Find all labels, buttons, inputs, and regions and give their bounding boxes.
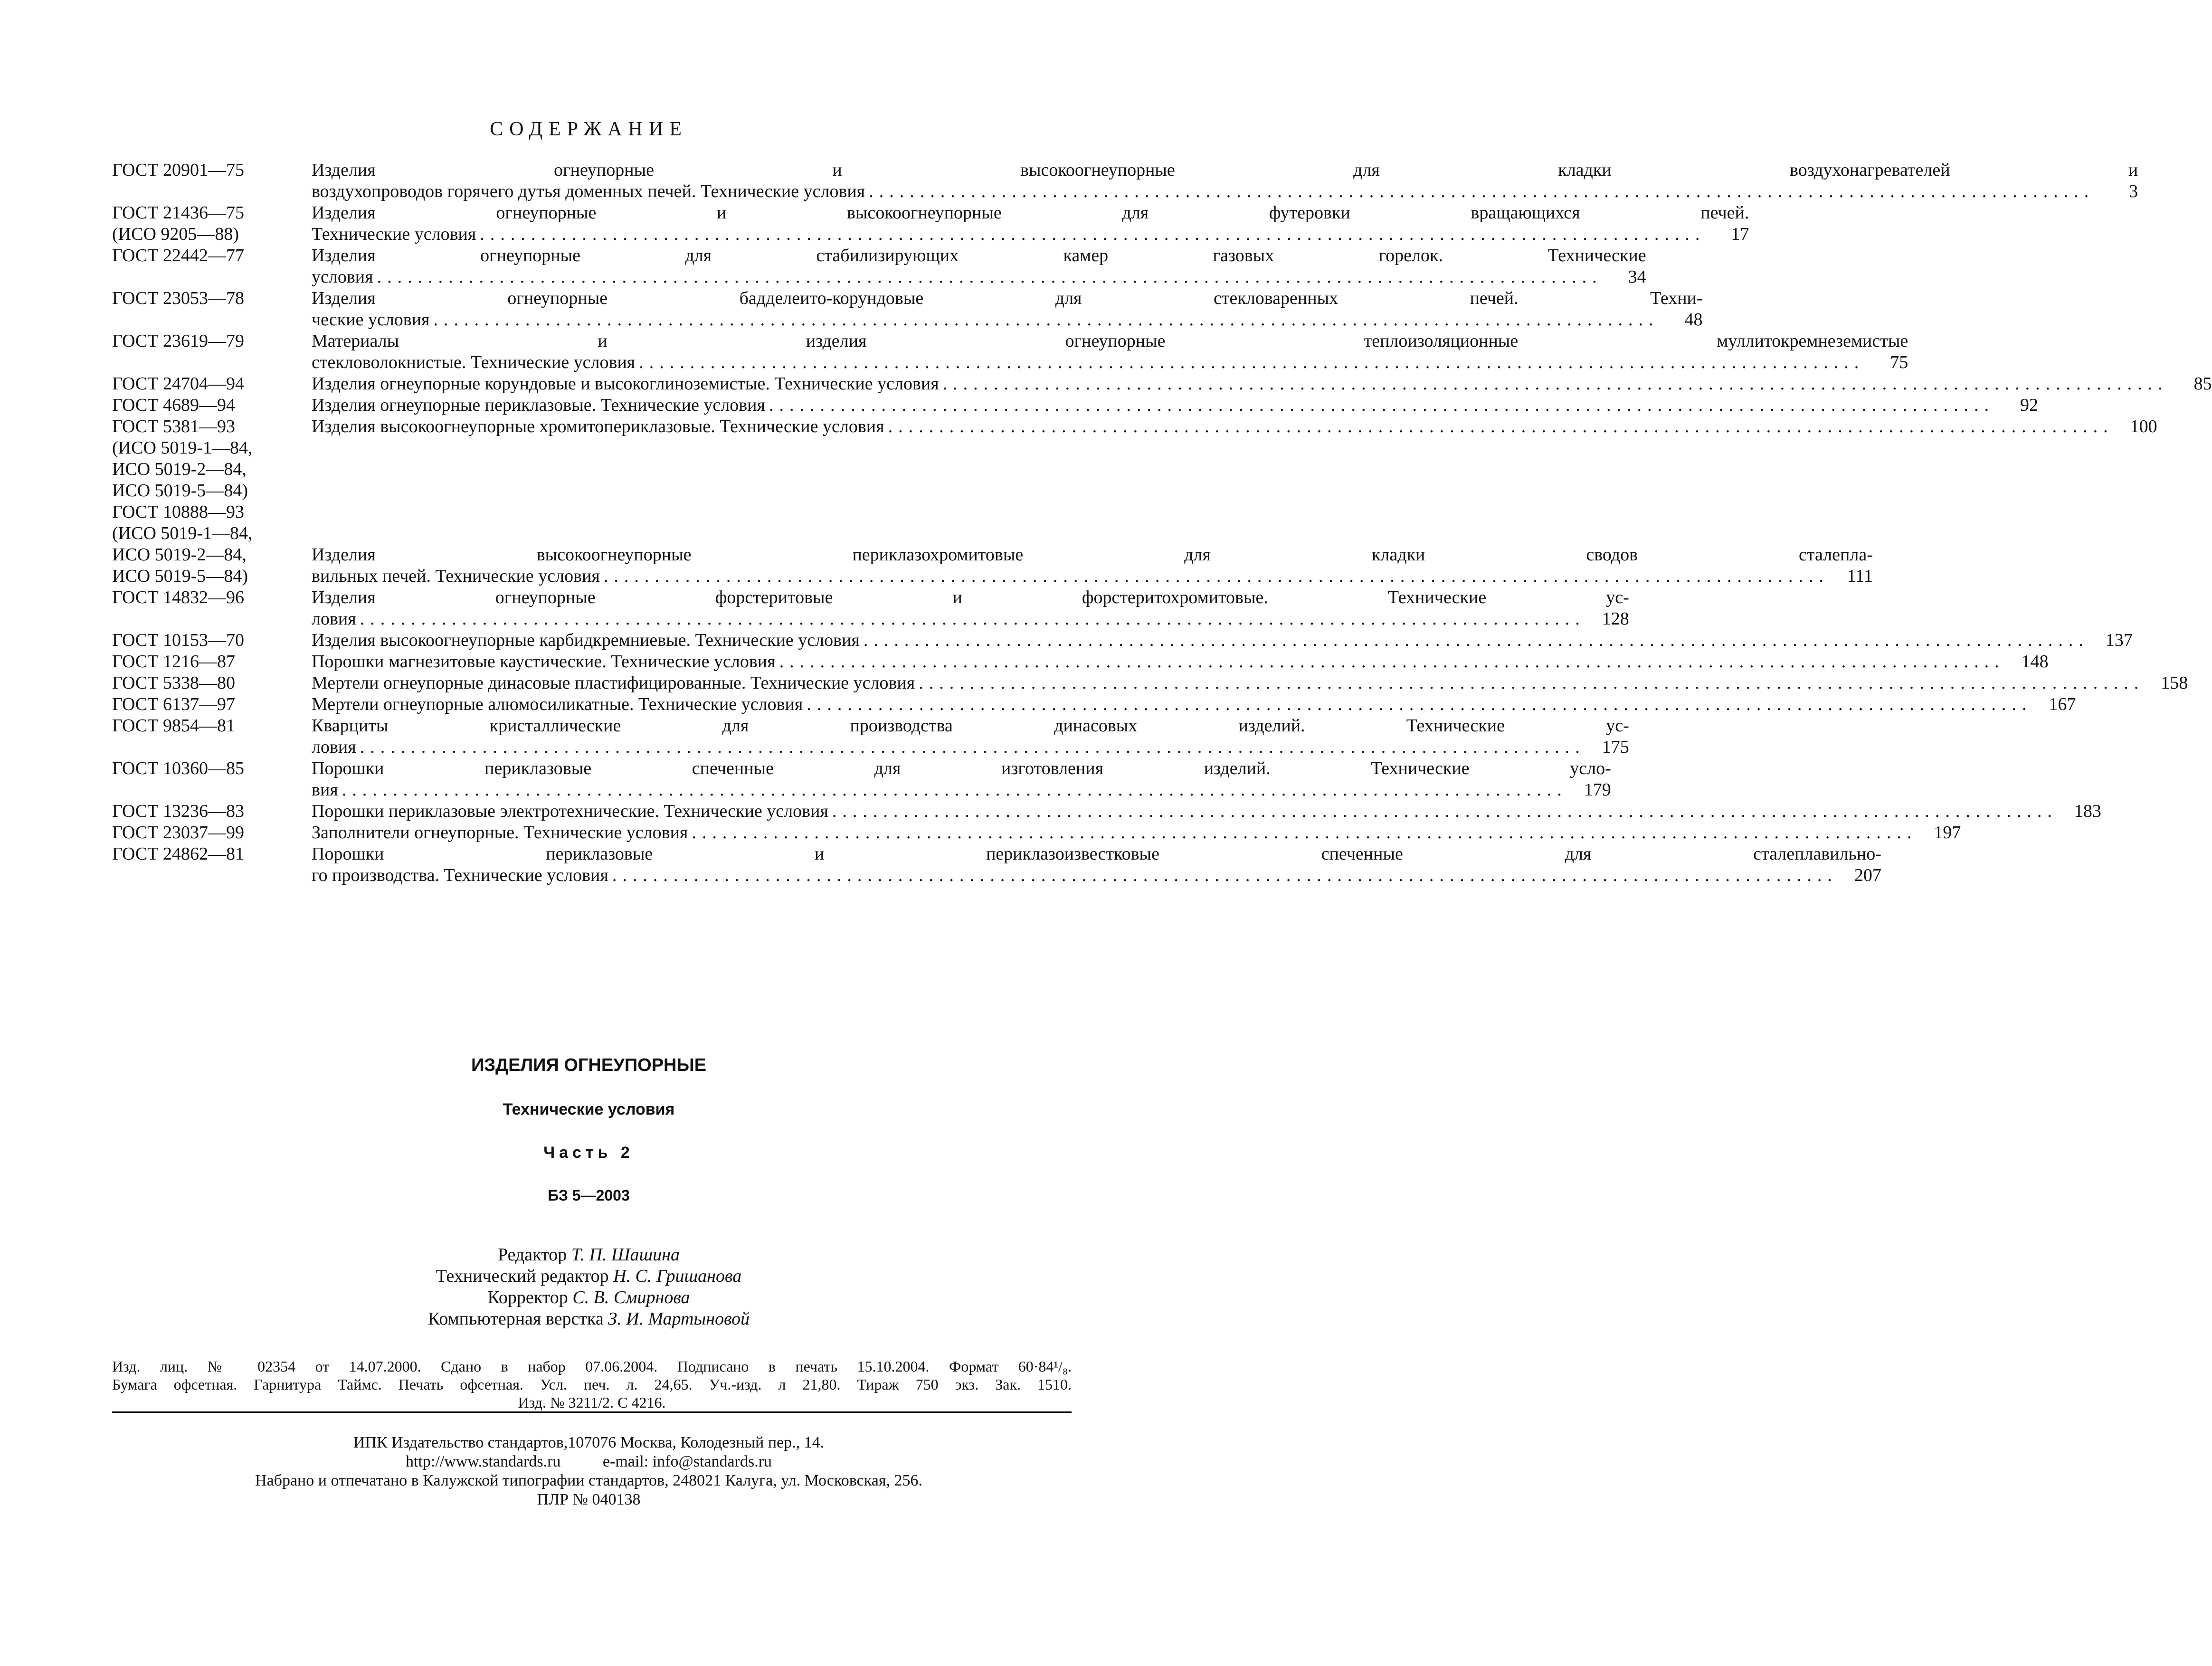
toc-standard-code [112, 715, 312, 737]
toc-code-line: ИСО 5019-5—84) [112, 481, 248, 501]
toc-title-line: Изделия огнеупорные и высокоогнеупорные для кладки воздухонагревателей и [312, 160, 2138, 180]
toc-entry[interactable] [112, 630, 2133, 651]
toc-standard-code [112, 160, 312, 181]
toc-page-number: 197 [1934, 823, 1961, 842]
toc-standard-code [112, 822, 312, 843]
toc-page-number: 128 [1602, 609, 1629, 629]
toc-page-number: 207 [1854, 865, 1881, 885]
toc-title-last-line: Изделия огнеупорные периклазовые. Технические условия [312, 395, 765, 415]
email-link[interactable]: e-mail: info@standards.ru [602, 1453, 772, 1470]
toc-title-last-line: Изделия огнеупорные корундовые и высокоглиноземистые. Технические условия [312, 374, 939, 394]
toc-code-line: ГОСТ 9854—81 [112, 716, 235, 736]
toc-page-number: 111 [1847, 566, 1873, 586]
toc-code-line: (ИСО 9205—88) [112, 224, 239, 244]
dot-leader: ........................................................................................................................ [342, 780, 1567, 800]
toc-code-line: (ИСО 5019-1—84, [112, 523, 253, 543]
pubinfo-line-1: Изд. лиц. № 02354 от 14.07.2000. Сдано в набор 07.06.2004. Подписано в печать 15.10.2004. Формат 60·84¹/₈. [112, 1358, 1072, 1375]
toc-entry-title [312, 502, 1873, 587]
dot-leader: ........................................................................................................................ [692, 823, 1918, 842]
toc-entry-title [312, 630, 2133, 651]
toc-page-number: 48 [1684, 310, 1703, 330]
toc-title-last-line: стекловолокнистые. Технические условия [312, 352, 636, 372]
toc-title-last-line: го производства. Технические условия [312, 865, 608, 885]
dot-leader: ........................................................................................................................ [360, 609, 1585, 629]
toc-code-line: ГОСТ 20901—75 [112, 160, 244, 180]
toc-page-number: 17 [1731, 224, 1749, 244]
toc-entry-title [312, 245, 1646, 288]
toc-title-last-line: вия [312, 780, 338, 800]
toc-standard-code [112, 202, 312, 245]
credit-name: Т. П. Шашина [571, 1245, 680, 1265]
toc-entry-title [312, 331, 1908, 373]
plr-number: ПЛР № 040138 [537, 1491, 641, 1508]
dot-leader: ........................................................................................................................ [942, 374, 2168, 394]
toc-code-line: ИСО 5019-2—84, [112, 545, 247, 565]
toc-entry-title [312, 758, 1611, 801]
toc-page-number: 179 [1584, 780, 1611, 800]
toc-code-line: ГОСТ 14832—96 [112, 587, 244, 607]
toc-entry[interactable] [112, 416, 2157, 502]
toc-page-number: 85 [2193, 374, 2212, 394]
toc-entry[interactable] [112, 822, 1961, 843]
publication-info [112, 1357, 1072, 1411]
toc-entry[interactable] [112, 651, 2049, 672]
toc-standard-code [112, 630, 312, 651]
imprint-block [0, 1055, 1177, 1204]
dot-leader: ........................................................................................................................ [863, 630, 2089, 650]
credit-name: С. В. Смирнова [572, 1287, 690, 1307]
credit-line [0, 1287, 1177, 1308]
toc-standard-code [112, 395, 312, 416]
toc-title-line: Материалы и изделия огнеупорные теплоизоляционные муллитокремнеземистые [312, 331, 1908, 351]
toc-code-line: ГОСТ 21436—75 [112, 203, 244, 223]
toc-code-line: ГОСТ 22442—77 [112, 246, 244, 265]
toc-code-line: ГОСТ 10360—85 [112, 758, 244, 778]
toc-page-number: 148 [2021, 652, 2049, 672]
toc-entry-title [312, 843, 1881, 886]
toc-code-line: ИСО 5019-2—84, [112, 459, 247, 479]
toc-page-number: 183 [2074, 801, 2101, 821]
toc-standard-code [112, 843, 312, 865]
toc-entry[interactable] [112, 160, 2138, 202]
toc-entry[interactable] [112, 694, 2076, 715]
toc-standard-code [112, 801, 312, 822]
toc-standard-code [112, 758, 312, 779]
toc-entry-title [312, 288, 1703, 331]
toc-page-number: 175 [1602, 737, 1629, 757]
toc-standard-code [112, 694, 312, 715]
toc-title-line: Изделия высокоогнеупорные периклазохромитовые для кладки сводов сталепла- [312, 545, 1873, 565]
toc-entry[interactable] [112, 202, 1749, 245]
toc-entry[interactable] [112, 288, 1703, 331]
toc-code-line: ГОСТ 23619—79 [112, 331, 244, 351]
credit-name: Н. С. Гришанова [613, 1266, 742, 1286]
website-link[interactable]: http://www.standards.ru [405, 1453, 561, 1470]
pubinfo-line-2: Бумага офсетная. Гарнитура Таймс. Печать офсетная. Усл. печ. л. 24,65. Уч.-изд. л 21,80. Тираж 750 экз. Зак. 1510. [112, 1376, 1072, 1393]
dot-leader: ........................................................................................................................ [480, 224, 1706, 244]
dot-leader: ........................................................................................................................ [769, 395, 1994, 415]
toc-entry-title [312, 672, 2188, 694]
credit-line [0, 1244, 1177, 1266]
credits [0, 1244, 1177, 1330]
toc-code-line: ГОСТ 23053—78 [112, 288, 244, 308]
toc-entry-title [312, 801, 2101, 822]
credit-role: Компьютерная верстка [427, 1309, 604, 1329]
dot-leader: ........................................................................................................................ [377, 267, 1603, 287]
toc-code-line: (ИСО 5019-1—84, [112, 438, 253, 458]
toc-page-number: 3 [2129, 181, 2138, 201]
toc-title-last-line: Технические условия [312, 224, 476, 244]
toc-page-number: 167 [2049, 694, 2076, 714]
toc-title-last-line: ловия [312, 737, 356, 757]
credit-name: З. И. Мартыновой [608, 1309, 750, 1329]
toc-entry-title [312, 587, 1629, 630]
credit-role: Корректор [487, 1287, 568, 1307]
toc-standard-code [112, 672, 312, 694]
toc-entry[interactable] [112, 395, 2038, 416]
toc-code-line: ГОСТ 5381—93 [112, 416, 235, 436]
web-contacts [0, 1452, 1177, 1471]
toc-code-line: ГОСТ 24862—81 [112, 844, 244, 864]
book-title: ИЗДЕЛИЯ ОГНЕУПОРНЫЕ [471, 1055, 707, 1075]
toc-entry-title [312, 202, 1749, 245]
toc-standard-code [112, 502, 312, 587]
toc-title-last-line: ческие условия [312, 310, 430, 330]
toc-standard-code [112, 245, 312, 266]
dot-leader: ........................................................................................................................ [869, 181, 2095, 201]
toc-page-number: 100 [2130, 416, 2157, 436]
toc-title-last-line: Мертели огнеупорные алюмосиликатные. Технические условия [312, 694, 803, 714]
toc-title-line: Изделия огнеупорные и высокоогнеупорные для футеровки вращающихся печей. [312, 203, 1749, 223]
toc-entry-title [312, 395, 2038, 416]
dot-leader: ........................................................................................................................ [360, 737, 1585, 757]
toc-title-line: Изделия огнеупорные для стабилизирующих камер газовых горелок. Технические [312, 246, 1646, 265]
toc-title-line: Изделия огнеупорные бадделеито-корундовые для стекловаренных печей. Техни- [312, 288, 1703, 308]
dot-leader: ........................................................................................................................ [888, 416, 2114, 436]
toc-code-line: ГОСТ 4689—94 [112, 395, 235, 415]
toc-standard-code [112, 651, 312, 672]
credit-role: Редактор [497, 1245, 567, 1265]
toc-entry[interactable] [112, 502, 1873, 587]
toc-code-line: ГОСТ 6137—97 [112, 694, 235, 714]
book-subtitle: Технические условия [503, 1100, 675, 1118]
toc-title-last-line: Порошки периклазовые электротехнические. Технические условия [312, 801, 828, 821]
toc-entry[interactable] [112, 801, 2101, 822]
credit-line [0, 1308, 1177, 1330]
toc-entry[interactable] [112, 373, 2212, 395]
toc-entry-title [312, 822, 1961, 843]
toc-title-last-line: условия [312, 267, 373, 287]
toc-title-last-line: Заполнители огнеупорные. Технические условия [312, 823, 688, 842]
toc-entry[interactable] [112, 331, 1908, 373]
toc-heading: СОДЕРЖАНИЕ [490, 118, 688, 140]
toc-title-last-line: Изделия высокоогнеупорные хромитопериклазовые. Технические условия [312, 416, 884, 436]
toc-entry[interactable] [112, 715, 1629, 758]
toc-entry[interactable] [112, 672, 2188, 694]
toc-entry-title [312, 160, 2138, 202]
toc-standard-code [112, 373, 312, 395]
toc-entry-title [312, 651, 2049, 672]
footer [0, 1433, 1177, 1509]
dot-leader: ........................................................................................................................ [919, 673, 2145, 693]
toc-page-number: 137 [2105, 630, 2133, 650]
toc-standard-code [112, 331, 312, 352]
toc-entry[interactable] [112, 245, 1646, 288]
pubinfo-line-3: Изд. № 3211/2. С 4216. [518, 1394, 666, 1411]
dot-leader: ........................................................................................................................ [832, 801, 2058, 821]
dot-leader: ........................................................................................................................ [612, 865, 1838, 885]
dot-leader: ........................................................................................................................ [639, 352, 1865, 372]
dot-leader: ........................................................................................................................ [779, 652, 2005, 672]
toc-title-line: Порошки периклазовые спеченные для изготовления изделий. Технические усло- [312, 758, 1611, 778]
toc-page-number: 75 [1890, 352, 1908, 372]
dot-leader: ........................................................................................................................ [433, 310, 1659, 330]
toc-standard-code [112, 416, 312, 502]
toc-entry[interactable] [112, 843, 1881, 886]
book-part: Часть 2 [543, 1144, 634, 1162]
toc-standard-code [112, 288, 312, 309]
toc-code-line: ГОСТ 10888—93 [112, 502, 244, 522]
toc-entry-title [312, 715, 1629, 758]
toc-title-last-line: Мертели огнеупорные динасовые пластифицированные. Технические условия [312, 673, 915, 693]
toc-page-number: 158 [2161, 673, 2188, 693]
divider-rule [112, 1411, 1072, 1413]
toc-title-line: Кварциты кристаллические для производства динасовых изделий. Технические ус- [312, 716, 1629, 736]
toc-code-line: ГОСТ 13236—83 [112, 801, 244, 821]
toc-title-last-line: Изделия высокоогнеупорные карбидкремниевые. Технические условия [312, 630, 860, 650]
toc-code-line: ГОСТ 5338—80 [112, 673, 235, 693]
toc-entry[interactable] [112, 758, 1611, 801]
toc-title-last-line: Порошки магнезитовые каустические. Технические условия [312, 652, 776, 672]
credit-role: Технический редактор [436, 1266, 609, 1286]
toc-code-line: ГОСТ 24704—94 [112, 374, 244, 394]
toc-entry-title [312, 416, 2157, 437]
toc-standard-code [112, 587, 312, 608]
credit-line [0, 1266, 1177, 1287]
collection-code: БЗ 5—2003 [548, 1187, 630, 1204]
toc-code-line: ГОСТ 23037—99 [112, 823, 244, 842]
toc-code-line: ГОСТ 1216—87 [112, 652, 235, 672]
toc-entry-title [312, 694, 2076, 715]
toc-title-last-line: воздухопроводов горячего дутья доменных печей. Технические условия [312, 181, 865, 201]
toc-title-last-line: ловия [312, 609, 356, 629]
printer-info: Набрано и отпечатано в Калужской типографии стандартов, 248021 Калуга, ул. Московская, 256. [255, 1472, 922, 1489]
toc-title-line: Изделия огнеупорные форстеритовые и форстеритохромитовые. Технические ус- [312, 587, 1629, 607]
toc-title-line: Порошки периклазовые и периклазоизвестковые спеченные для сталеплавильно- [312, 844, 1881, 864]
table-of-contents [112, 160, 2212, 886]
toc-code-line: ГОСТ 10153—70 [112, 630, 244, 650]
toc-page-number: 92 [2020, 395, 2038, 415]
dot-leader: ........................................................................................................................ [603, 566, 1829, 586]
toc-entry[interactable] [112, 587, 1629, 630]
toc-title-last-line: вильных печей. Технические условия [312, 566, 600, 586]
dot-leader: ........................................................................................................................ [807, 694, 2032, 714]
toc-entry-title [312, 373, 2212, 395]
publisher-address: ИПК Издательство стандартов,107076 Москва, Колодезный пер., 14. [353, 1434, 825, 1451]
toc-page-number: 34 [1628, 267, 1646, 287]
toc-code-line: ИСО 5019-5—84) [112, 566, 248, 586]
